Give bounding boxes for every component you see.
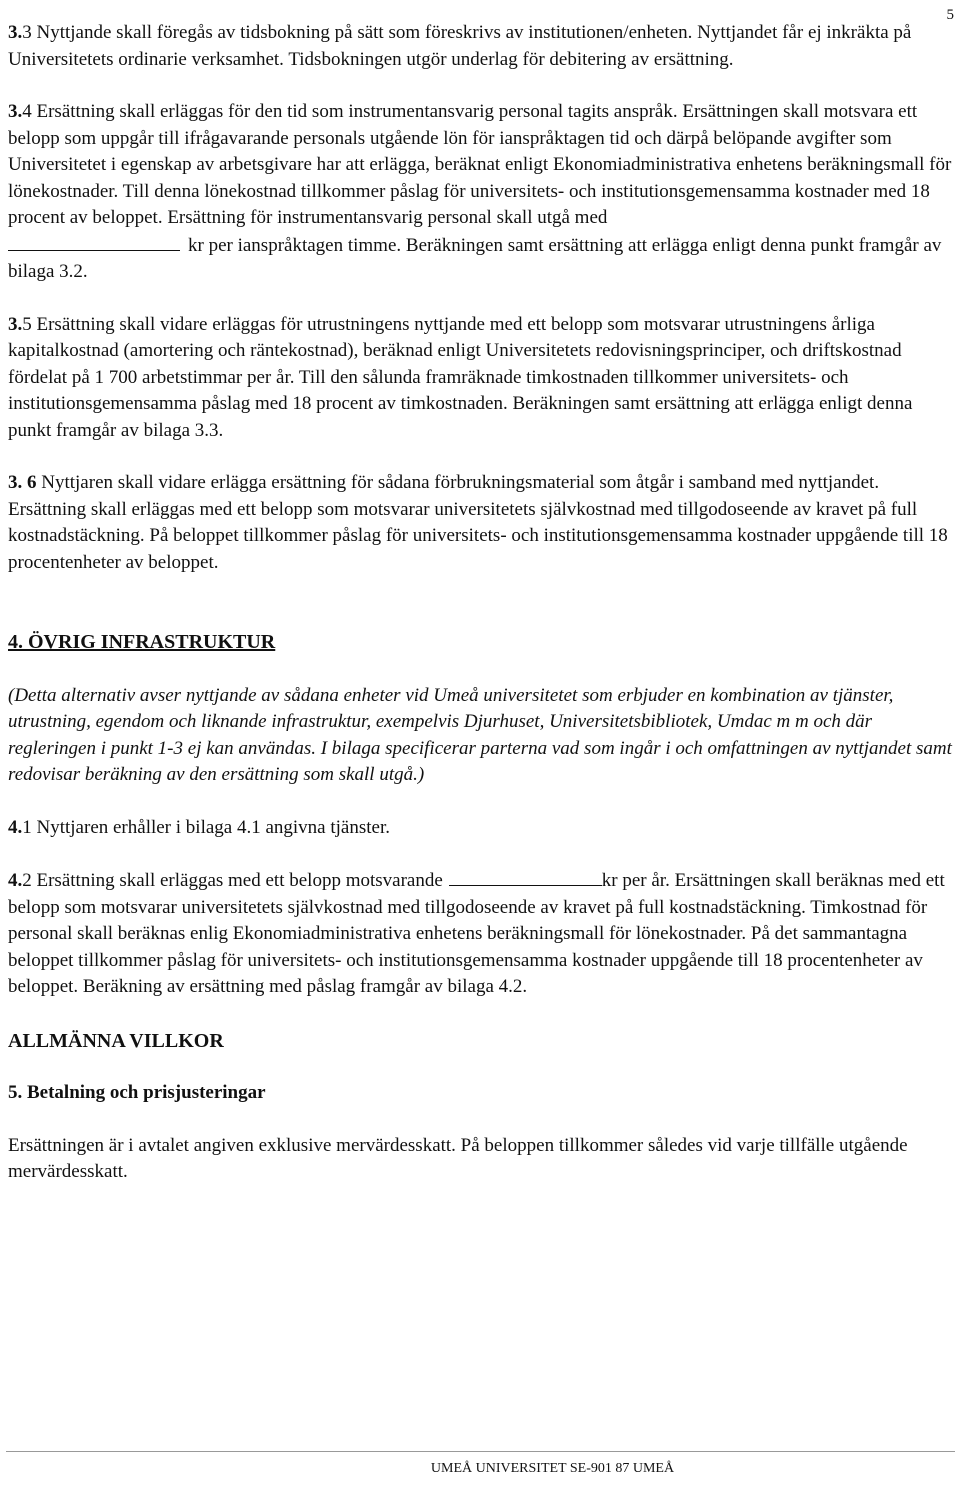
- section-number-4-2: [8, 870, 32, 891]
- paragraph-text: Nyttjaren erhåller i bilaga 4.1 angivna tjänster.: [31, 816, 390, 838]
- section-number-rest: 2: [22, 870, 32, 891]
- section-number-3-5: [8, 314, 32, 335]
- section-number-3-4: [8, 101, 32, 122]
- paragraph-5-text: Ersättningen är i avtalet angiven exklusive mervärdesskatt. På beloppen tillkommer således vid varje tillfälle utgående mervärdesskatt.: [8, 1134, 908, 1182]
- document-body: [8, 20, 953, 1186]
- paragraph-text: Nyttjaren skall vidare erlägga ersättning för sådana förbrukningsmaterial som åtgår i samband med nyttjandet. Ersättning skall erläggas med ett belopp som motsvarar universitetets självkostnad med tillgodoseende av kravet på full kostnadstäckning. På beloppet tillkommer påslag för universitets- och institutionsgemensamma kostnader uppgående till 18 procentenheter av beloppet.: [8, 472, 948, 573]
- paragraph-text: Nyttjande skall föregås av tidsbokning på sätt som föreskrivs av institutionen/enheten. Nyttjandet får ej inkräkta på Universitetets ordinarie verksamhet. Tidsbokningen utgör underlag för debitering av ersättning.: [8, 22, 912, 70]
- paragraph-text: Ersättning skall erläggas för den tid som instrumentansvarig personal tagits anspråk. Ersättningen skall motsvara ett belopp som uppgår till ifrågavarande personals utgående lön för ianspråktagen tid och därpå belöpande avgifter som Universitetet i egenskap av arbetsgivare har att erlägga, beräknat enligt Ekonomiadministrativa enhetens beräkningsmall för lönekostnader. Till denna lönekostnad tillkommer påslag för universitets- och institutionsgemensamma kostnader med 18 procent av beloppet. Ersättning för instrumentansvarig personal skall utgå med: [8, 101, 952, 228]
- section-number-3-6: [8, 472, 37, 493]
- section-number-3-3: [8, 22, 32, 43]
- paragraph-text-after-blank: kr per ianspråktagen timme. Beräkningen samt ersättning att erlägga enligt denna punkt framgår av bilaga 3.2.: [8, 234, 942, 282]
- amount-blank-line: [8, 232, 180, 251]
- amount-blank-line: [449, 867, 602, 886]
- paragraph-text: Ersättning skall vidare erläggas för utrustningens nyttjande med ett belopp som motsvarar utrustningens årliga kapitalkostnad (amortering och räntekostnad), beräknad enligt Universitetets redovisningsprinciper, och driftskostnad fördelat på 1 700 arbetstimmar per år. Till den sålunda framräknade timkostnaden tillkommer universitets- och institutionsgemensamma påslag med 18 procent av timkostnaden. Beräkningen samt ersättning att erlägga enligt denna punkt framgår av bilaga 3.3.: [8, 313, 913, 441]
- paragraph-3-5: [8, 312, 953, 445]
- section-number-bold: 4.: [8, 870, 23, 891]
- section-number-rest: 6: [27, 472, 37, 493]
- section-number-4-1: [8, 817, 32, 838]
- section-number-rest: 5: [22, 313, 32, 335]
- section-4-heading: [8, 629, 953, 656]
- footer-address: UMEÅ UNIVERSITET SE-901 87 UMEÅ: [430, 1461, 675, 1476]
- paragraph-3-4: [8, 99, 953, 286]
- paragraph-text: Ersättning skall erläggas med ett belopp motsvarande: [31, 870, 443, 891]
- section-number-rest: 1: [22, 816, 32, 838]
- paragraph-3-6: [8, 470, 953, 576]
- paragraph-3-3: [8, 20, 953, 73]
- section-number-bold: 3.: [8, 22, 23, 43]
- section-number-bold: 4.: [8, 816, 23, 838]
- paragraph-text-after-blank: kr per år. Ersättningen skall beräknas med ett belopp som motsvarar universitetets självkostnad med tillgodoseende av kravet på full kostnadstäckning. Timkostnad för personal skall beräknas enlig Ekonomiadministrativa enhetens beräkningsmall för lönekostnader. På det sammantagna beloppet tillkommer påslag för universitets- och institutionsgemensamma kostnader uppgående till 18 procentenheter av beloppet. Beräkning av ersättning med påslag framgår av bilaga 4.2.: [8, 870, 945, 997]
- section-number-rest: 3: [22, 22, 32, 43]
- section-number-bold: 3.: [8, 472, 27, 493]
- paragraph-4-1: [8, 815, 953, 842]
- paragraph-4-2: [8, 867, 953, 1001]
- section-number-rest: 4: [22, 101, 32, 122]
- section-4-note: (Detta alternativ avser nyttjande av sådana enheter vid Umeå universitetet som erbjuder en kombination av tjänster, utrustning, egendom och liknande infrastruktur, exempelvis Djurhuset, Universitetsbibliotek, Umdac m m och där regleringen i punkt 1-3 ej kan användas. I bilaga specificerar parterna vad som ingår i och omfattningen av nyttjandet samt redovisar beräkning av den ersättning som skall utgå.): [8, 684, 952, 785]
- section-4-heading-text: 4. ÖVRIG INFRASTRUKTUR: [8, 631, 276, 653]
- section-number-bold: 3.: [8, 313, 23, 335]
- section-number-bold: 3.: [8, 101, 23, 122]
- footer-divider: [6, 1451, 955, 1452]
- page-number: 5: [946, 7, 954, 23]
- general-terms-heading: ALLMÄNNA VILLKOR: [8, 1029, 224, 1052]
- section-5-heading: 5. Betalning och prisjusteringar: [8, 1082, 266, 1103]
